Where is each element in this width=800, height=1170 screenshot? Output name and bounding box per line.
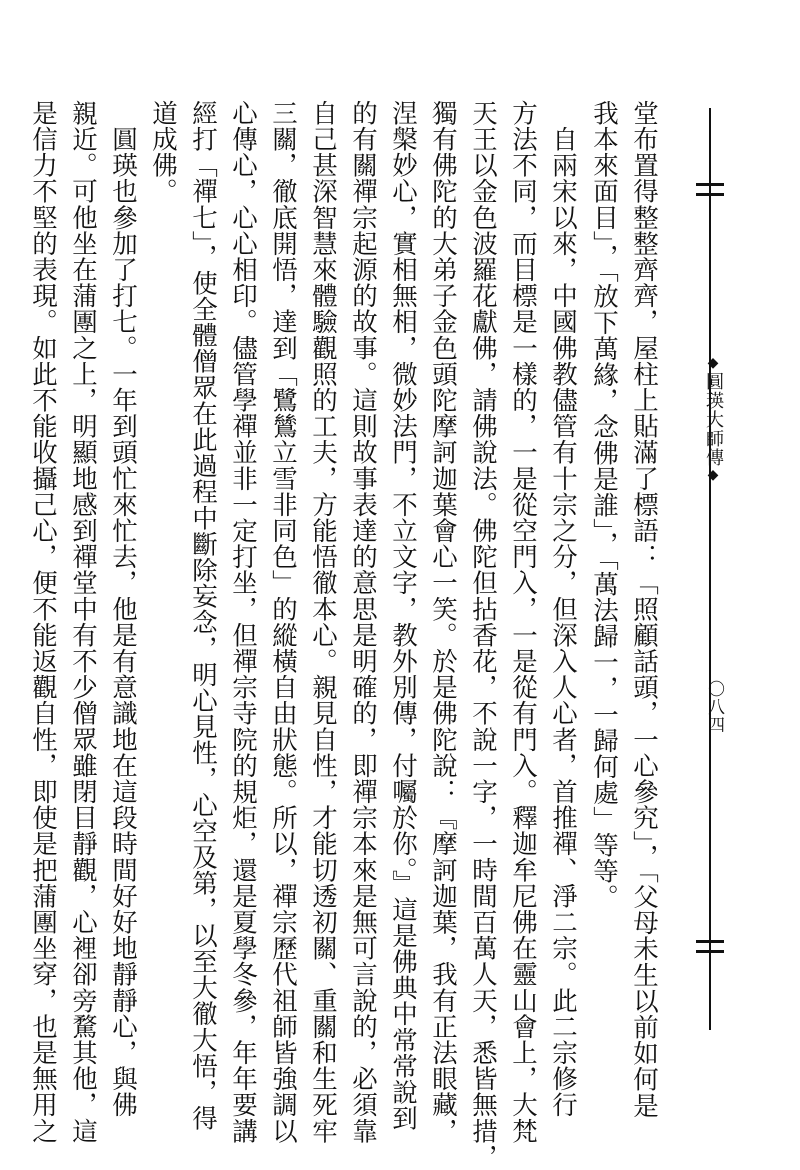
text-column: 道成佛。 — [148, 100, 178, 205]
book-title: 圓瑛大師傳 — [703, 372, 724, 467]
text-column: 自己甚深智慧來體驗觀照的工夫，方能悟徹本心。親見自性，才能切透初關、重關和生死牢 — [308, 100, 338, 1144]
text-column: 我本來面目」，「放下萬緣，念佛是誰」，「萬法歸一，一歸何處」等等。 — [589, 100, 619, 911]
text-column: 涅槃妙心，實相無相，微妙法門，不立文字，教外別傳，付囑於你。』這是佛典中常常說到 — [388, 100, 418, 1132]
header-rule-bottom-1 — [696, 940, 724, 943]
header-rule-top-1 — [696, 183, 724, 186]
header-vertical-rule — [709, 108, 711, 1030]
text-column: 的有關禪宗起源的故事。這則故事表達的意思是明確的，即禪宗本來是無可言說的，必須靠 — [348, 100, 378, 1144]
text-column: 經打「禪七」，使全體僧眾在此過程中斷除妄念，明心見性，心空及第，以至大徹大悟，得 — [188, 100, 218, 1132]
text-column: 自兩宋以來，中國佛教儘管有十宗之分，但深入人心者，首推禪、淨二宗。此二宗修行 — [548, 100, 578, 1118]
text-column: 獨有佛陀的大弟子金色頭陀摩訶迦葉會心一笑。於是佛陀說：『摩訶迦葉，我有正法眼藏， — [428, 100, 458, 1144]
text-column: 三關，徹底開悟，達到「鷺鷥立雪非同色」的縱橫自由狀態。所以，禪宗歷代祖師皆強調以 — [268, 100, 298, 1144]
page-number: 〇八四 — [704, 680, 724, 734]
diamond-ornament-icon: ◆ — [705, 467, 721, 484]
text-column: 堂布置得整整齊齊，屋柱上貼滿了標語：「照顧話頭，一心參究」，「父母未生以前如何是 — [629, 100, 659, 1119]
text-column: 親近。可他坐在蒲團之上，明顯地感到禪堂中有不少僧眾雖閉目靜觀，心裡卻旁騖其他，這 — [68, 100, 98, 1144]
text-column: 心傳心，心心相印。儘管學禪並非一定打坐，但禪宗寺院的規炬，還是夏學冬參，年年要講 — [228, 100, 258, 1144]
text-column: 天王以金色波羅花獻佛，請佛說法。佛陀但拈香花，不說一字，一時間百萬人天，悉皆無措， — [468, 100, 498, 1170]
header-rule-bottom-2 — [696, 950, 724, 953]
running-title — [699, 355, 727, 484]
text-column: 方法不同，而目標是一樣的，一是從空門入，一是從有門入。釋迦牟尼佛在靈山會上，大梵 — [508, 100, 538, 1144]
text-column: 圓瑛也參加了打七。一年到頭忙來忙去，他是有意識地在這段時間好好地靜靜心，與佛 — [108, 100, 138, 1118]
diamond-ornament-icon: ◆ — [705, 355, 721, 372]
text-column: 是信力不堅的表現。如此不能收攝己心，便不能返觀自性，即使是把蒲團坐穿，也是無用之 — [28, 100, 58, 1144]
header-rule-top-2 — [696, 193, 724, 196]
